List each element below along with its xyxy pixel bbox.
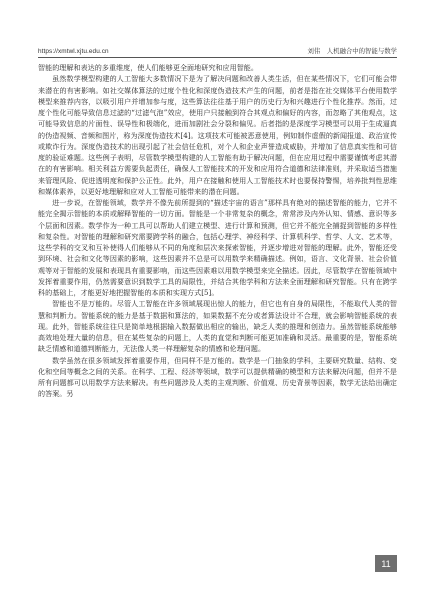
paragraph-continued: 智能的理解和表达的多重维度，使人们能够更全面地研究和应用智能。 bbox=[38, 63, 259, 72]
paragraph-harmful-effects: 虽然数学模型构建的人工智能大多数情况下是为了解决问题和改善人类生活，但在某些情况下，它们可能会带来潜在的有害影响。如社交媒体算法的过度个性化和深度伪造技术产生的问题，前者是指在社交媒体平台使用数学模型来推荐内容，以吸引用户并增加参与度，这些算法往往基于用户的历史行为和兴趣进行个性化推荐。然而，过度个性化可能导致信息过滤的“过滤气泡”效应，使用户只接触到符合其观点和偏好的内容，而忽略了其他观点，这可能导致信息的片面性、误导性和极端化，进而加剧社会分裂和偏见。后者指的是深度学习模型可以用于生成逼真的伪造视频、音频和图片，称为深度伪造技术[4]。这项技术可能被恶意使用，例如制作虚假的新闻报道、政治宣传或欺诈行为。深度伪造技术的出现引起了社会信任危机，对个人和企业声誉造成威胁，并增加了信息真实性和可信度的验证难题。这些例子表明，尽管数学模型构建的人工智能有助于解决问题，但在应用过程中需要谨慎考虑其潜在的有害影响。相关利益方需要负起责任，确保人工智能技术的开发和应用符合道德和法律准则，并采取适当措施来管理风险、促进透明度和保护公正性。此外，用户在接触和使用人工智能技术时也要保持警惕，培养批判性思维和媒体素养，以更好地理解和应对人工智能可能带来的潜在问题。 bbox=[38, 74, 397, 196]
paragraph-intelligence-not-omnipotent: 智能也不是万能的。尽管人工智能在许多领域展现出惊人的能力，但它也有自身的局限性，不能取代人类的智慧和判断力。智能系统的能力是基于数据和算法的，如果数据不充分或者算法设计不合理，就会影响智能系统的表现。此外，智能系统往往只是简单地根据输入数据做出相应的输出，缺乏人类的推理和创造力。虽然智能系统能够高效地处理大量的信息，但在某些复杂的问题上，人类的直觉和判断可能更加准确和灵活。最重要的是，智能系统缺乏情感和道德判断能力，无法像人类一样理解复杂的情感和伦理问题。 bbox=[38, 299, 397, 354]
page-number-badge: 11 bbox=[375, 555, 397, 572]
journal-url[interactable]: https://xmtwl.xjtu.edu.cn bbox=[38, 48, 109, 55]
article-body bbox=[38, 62, 397, 400]
paragraph-math-limits: 进一步说，在智能领域，数学并不像先前所提到的“描述宇宙的语言”那样具有绝对的描述智能的能力，它并不能完全揭示智能的本质或解释智能的一切方面。智能是一个非常复杂的概念，常常涉及内外认知、情感、意识等多个层面和因素。数学作为一种工具可以帮助人们建立模型、进行计算和预测，但它并不能完全捕捉到智能的多样性和复杂性。对智能的理解和研究需要跨学科的融合，包括心理学、神经科学、计算机科学、哲学、人文、艺术等，这些学科的交叉和互补使得人们能够从不同的角度和层次来探索智能，并逐步增进对智能的理解。此外，智能还受到环境、社会和文化等因素的影响，这些因素并不总是可以用数学来精确描述。例如，语言、文化背景、社会价值观等对于智能的发展和表现具有重要影响，而这些因素难以用数学模型来完全描述。因此，尽管数学在智能领域中发挥着重要作用，仍然需要意识到数学工具的局限性，并结合其他学科和方法来全面理解和研究智能。只有在跨学科的基础上，才能更好地把握智能的本质和实现方式[5]。 bbox=[38, 198, 397, 297]
running-header bbox=[38, 41, 397, 55]
header-divider bbox=[38, 57, 397, 58]
running-title: 刘伟 人机融合中的智能与数学 bbox=[307, 47, 397, 55]
paragraph-math-not-omnipotent: 数学虽然在很多领域发挥着重要作用，但同样不是万能的。数学是一门抽象的学科，主要研究数量、结构、变化和空间等概念之间的关系。在科学、工程、经济等领域，数学可以提供精确的模型和方法来解决问题，但并不是所有问题都可以用数学方法来解决。有些问题涉及人类的主观判断、价值观、历史背景等因素，数学无法给出确定的答案。另 bbox=[38, 355, 397, 399]
